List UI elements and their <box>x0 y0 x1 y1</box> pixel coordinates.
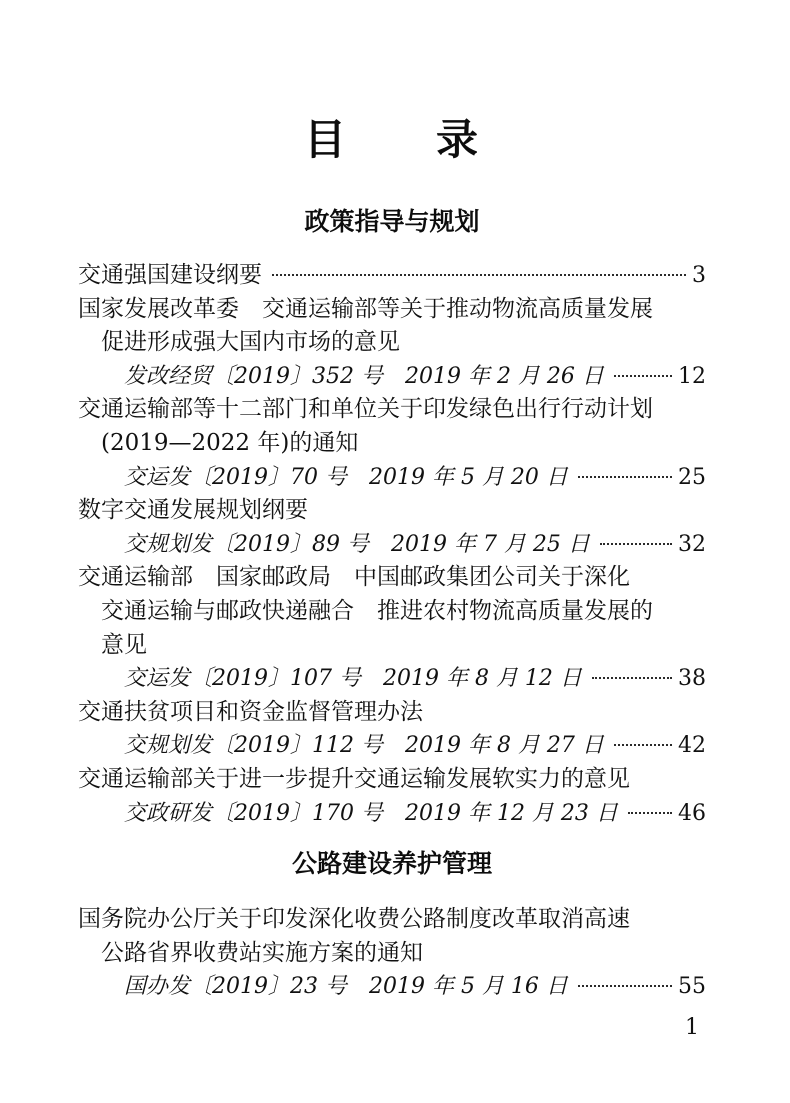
entry-continuation-line <box>78 595 706 629</box>
entry-title: 国务院办公厅关于印发深化收费公路制度改革取消高速 <box>78 906 630 933</box>
dot-leader <box>614 744 672 746</box>
entry-docinfo-line <box>78 970 706 1004</box>
toc-section-highway <box>78 903 706 1004</box>
entry-docinfo-line <box>78 729 706 763</box>
doc-number-and-date: 交规划发〔2019〕112 号 2019 年 8 月 27 日 <box>124 733 604 759</box>
entry-title: 交通运输部等十二部门和单位关于印发绿色出行行动计划 <box>78 396 653 423</box>
entry-title-continued: 促进形成强大国内市场的意见 <box>101 329 400 356</box>
entry-docinfo-line <box>78 662 706 696</box>
section-heading-policy: 政策指导与规划 <box>304 207 480 236</box>
entry-continuation-line <box>78 427 706 461</box>
entry-title-line <box>78 763 706 797</box>
entry-docinfo-line <box>78 797 706 831</box>
doc-number-and-date: 发改经贸〔2019〕352 号 2019 年 2 月 26 日 <box>124 363 604 389</box>
dot-leader <box>600 543 672 545</box>
entry-title-continued: (2019—2022 年)的通知 <box>101 429 359 456</box>
dot-leader <box>578 985 672 987</box>
entry-title: 国家发展改革委 交通运输部等关于推动物流高质量发展 <box>78 295 653 322</box>
dot-leader <box>578 476 672 478</box>
doc-number-and-date: 交运发〔2019〕107 号 2019 年 8 月 12 日 <box>124 666 582 692</box>
entry-title: 交通运输部关于进一步提升交通运输发展软实力的意见 <box>78 765 630 792</box>
dot-leader <box>614 375 672 377</box>
folio-page-number: 1 <box>685 1014 699 1040</box>
entry-page-number: 46 <box>678 800 706 826</box>
entry-title-line <box>78 903 706 937</box>
entry-continuation-line <box>78 629 706 663</box>
entry-title-line <box>78 259 706 293</box>
entry-page-number: 32 <box>678 531 706 557</box>
entry-page-number: 38 <box>678 666 706 692</box>
entry-page-number: 3 <box>692 263 706 288</box>
entry-page-number: 12 <box>678 363 706 389</box>
entry-docinfo-line <box>78 528 706 562</box>
page-title: 目 录 <box>303 115 480 164</box>
entry-title-line <box>78 696 706 730</box>
entry-page-number: 42 <box>678 733 706 759</box>
doc-number-and-date: 交政研发〔2019〕170 号 2019 年 12 月 23 日 <box>124 800 618 826</box>
entry-docinfo-line <box>78 360 706 394</box>
doc-number-and-date: 交运发〔2019〕70 号 2019 年 5 月 20 日 <box>124 464 568 490</box>
entry-title: 数字交通发展规划纲要 <box>78 497 308 524</box>
entry-continuation-line <box>78 937 706 971</box>
entry-page-number: 55 <box>678 974 706 1000</box>
toc-section-policy <box>78 259 706 830</box>
dot-leader <box>592 677 672 679</box>
entry-title-line <box>78 293 706 327</box>
entry-docinfo-line <box>78 461 706 495</box>
dot-leader <box>628 812 672 814</box>
entry-title-continued: 意见 <box>101 631 147 658</box>
doc-number-and-date: 国办发〔2019〕23 号 2019 年 5 月 16 日 <box>124 974 568 1000</box>
entry-title-line <box>78 393 706 427</box>
section-heading-highway: 公路建设养护管理 <box>291 849 492 879</box>
entry-title-line <box>78 561 706 595</box>
dot-leader <box>272 274 686 276</box>
entry-title: 交通扶贫项目和资金监督管理办法 <box>78 698 423 725</box>
entry-title: 交通强国建设纲要 <box>78 262 262 288</box>
entry-continuation-line <box>78 326 706 360</box>
entry-title-continued: 公路省界收费站实施方案的通知 <box>101 939 423 966</box>
doc-number-and-date: 交规划发〔2019〕89 号 2019 年 7 月 25 日 <box>124 531 590 557</box>
entry-title-line <box>78 494 706 528</box>
entry-title-continued: 交通运输与邮政快递融合 推进农村物流高质量发展的 <box>101 597 653 624</box>
entry-page-number: 25 <box>678 464 706 490</box>
entry-title: 交通运输部 国家邮政局 中国邮政集团公司关于深化 <box>78 564 630 591</box>
